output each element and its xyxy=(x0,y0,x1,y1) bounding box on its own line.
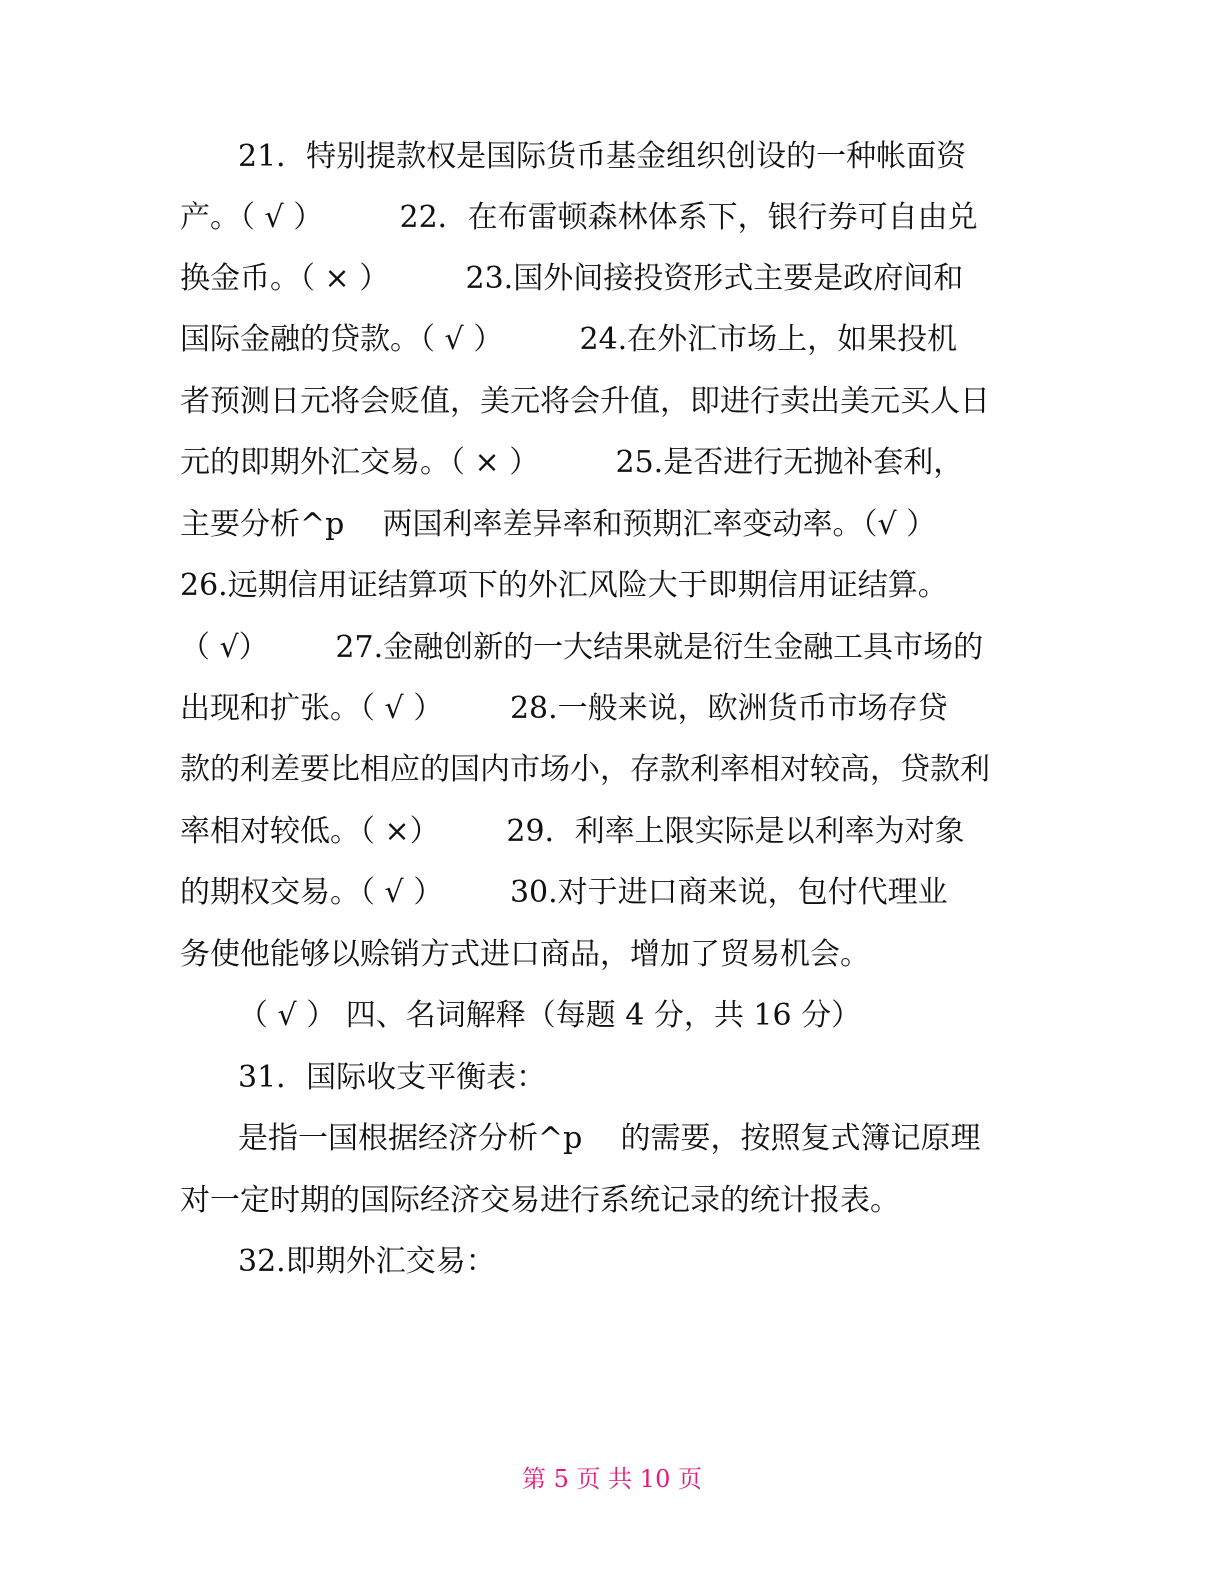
text-line-16: 31．国际收支平衡表： xyxy=(238,1060,547,1095)
text-line-2: 产。（ √ ） 22．在布雷顿森林体系下，银行券可自由兑 xyxy=(180,200,978,235)
text-line-17: 是指一国根据经济分析^p 的需要，按照复式簿记原理 xyxy=(238,1121,981,1156)
page-footer: 第 5 页 共 10 页 xyxy=(522,1465,702,1493)
text-line-7: 主要分析^p 两国利率差异率和预期汇率变动率。（√ ） xyxy=(180,507,937,542)
text-line-18: 对一定时期的国际经济交易进行系统记录的统计报表。 xyxy=(180,1183,900,1218)
text-line-11: 款的利差要比相应的国内市场小，存款利率相对较高，贷款利 xyxy=(180,752,990,787)
text-line-4: 国际金融的贷款。（ √ ） 24.在外汇市场上，如果投机 xyxy=(180,322,958,357)
text-line-13: 的期权交易。（ √ ） 30.对于进口商来说，包付代理业 xyxy=(180,875,948,910)
text-line-6: 元的即期外汇交易。（ × ） 25.是否进行无抛补套利， xyxy=(180,445,964,480)
text-line-15: （ √ ） 四、名词解释（每题 4 分，共 16 分） xyxy=(238,998,862,1033)
text-line-1: 21．特别提款权是国际货币基金组织创设的一种帐面资 xyxy=(238,139,967,174)
text-line-3: 换金币。（ × ） 23.国外间接投资形式主要是政府间和 xyxy=(180,261,964,296)
text-line-9: （ √） 27.金融创新的一大结果就是衍生金融工具市场的 xyxy=(180,630,984,665)
text-line-10: 出现和扩张。（ √ ） 28.一般来说，欧洲货币市场存贷 xyxy=(180,691,948,726)
text-line-5: 者预测日元将会贬值，美元将会升值，即进行卖出美元买人日 xyxy=(180,384,990,419)
text-line-12: 率相对较低。（ ×） 29．利率上限实际是以利率为对象 xyxy=(180,814,965,849)
text-line-14: 务使他能够以赊销方式进口商品，增加了贸易机会。 xyxy=(180,937,870,972)
text-line-8: 26.远期信用证结算项下的外汇风险大于即期信用证结算。 xyxy=(180,568,948,603)
text-line-19: 32.即期外汇交易： xyxy=(238,1244,496,1279)
